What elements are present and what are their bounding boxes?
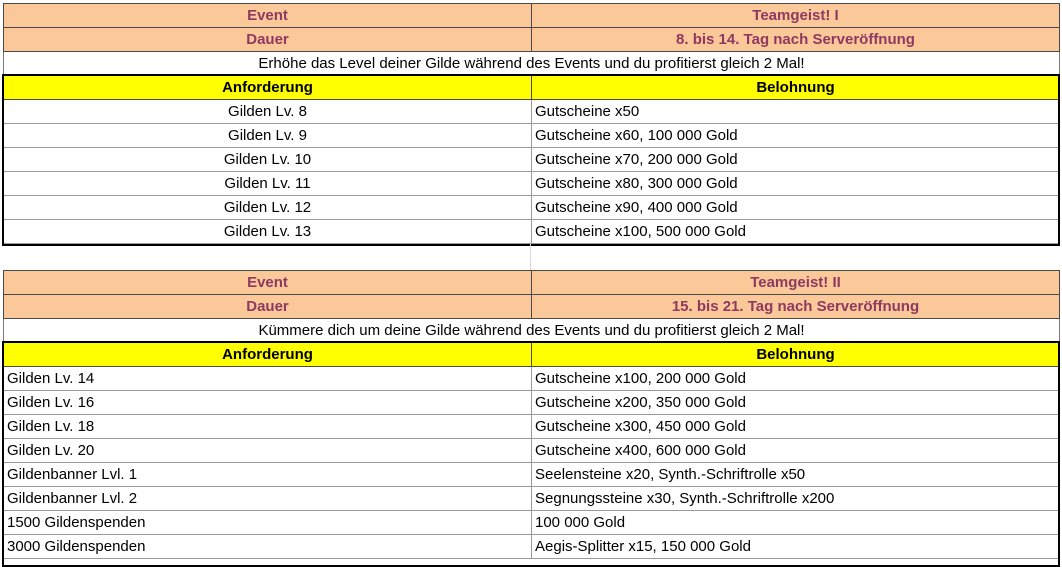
event-table-teamgeist-1 [3,3,1060,244]
requirement-cell: 1500 Gildenspenden [4,511,532,535]
table-row [4,511,1060,535]
column-header-row [4,76,1060,100]
duration-value: 8. bis 14. Tag nach Serveröffnung [532,28,1060,52]
description-row [4,52,1060,76]
requirement-header: Anforderung [4,76,532,100]
event-name: Teamgeist! I [532,4,1060,28]
requirement-header: Anforderung [4,343,532,367]
duration-value: 15. bis 21. Tag nach Serveröffnung [532,295,1060,319]
event-row [4,271,1060,295]
duration-row [4,28,1060,52]
event-name: Teamgeist! II [532,271,1060,295]
table-row [4,196,1060,220]
duration-label: Dauer [4,28,532,52]
table-row [4,148,1060,172]
table-row [4,487,1060,511]
reward-cell: Gutscheine x60, 100 000 Gold [532,124,1060,148]
reward-cell: Gutscheine x50 [532,100,1060,124]
column-header-row [4,343,1060,367]
requirement-cell: Gilden Lv. 14 [4,367,532,391]
requirement-cell: Gildenbanner Lvl. 2 [4,487,532,511]
table-row [4,124,1060,148]
requirement-cell: Gilden Lv. 11 [4,172,532,196]
table-row [4,391,1060,415]
reward-header: Belohnung [532,76,1060,100]
event-table-teamgeist-2 [3,270,1060,559]
gridline-divider [530,244,531,270]
reward-cell: Gutscheine x200, 350 000 Gold [532,391,1060,415]
table-row [4,367,1060,391]
duration-label: Dauer [4,295,532,319]
reward-cell: Gutscheine x100, 200 000 Gold [532,367,1060,391]
reward-cell: Gutscheine x90, 400 000 Gold [532,196,1060,220]
requirement-cell: Gilden Lv. 18 [4,415,532,439]
table-row [4,415,1060,439]
table-row [4,463,1060,487]
table-row [4,220,1060,244]
event-label: Event [4,4,532,28]
event-description: Erhöhe das Level deiner Gilde während des Events und du profitierst gleich 2 Mal! [4,52,1060,76]
requirement-cell: Gildenbanner Lvl. 1 [4,463,532,487]
requirement-cell: Gilden Lv. 10 [4,148,532,172]
reward-cell: Gutscheine x400, 600 000 Gold [532,439,1060,463]
requirement-cell: Gilden Lv. 13 [4,220,532,244]
requirement-cell: Gilden Lv. 20 [4,439,532,463]
requirement-cell: Gilden Lv. 16 [4,391,532,415]
description-row [4,319,1060,343]
table-row [4,439,1060,463]
table-row [4,172,1060,196]
reward-cell: Gutscheine x100, 500 000 Gold [532,220,1060,244]
reward-cell: Gutscheine x70, 200 000 Gold [532,148,1060,172]
requirement-cell: Gilden Lv. 8 [4,100,532,124]
reward-header: Belohnung [532,343,1060,367]
requirement-cell: 3000 Gildenspenden [4,535,532,559]
event-description: Kümmere dich um deine Gilde während des Events und du profitierst gleich 2 Mal! [4,319,1060,343]
table-row [4,535,1060,559]
reward-cell: 100 000 Gold [532,511,1060,535]
requirement-cell: Gilden Lv. 9 [4,124,532,148]
event-row [4,4,1060,28]
table-row [4,100,1060,124]
reward-cell: Aegis-Splitter x15, 150 000 Gold [532,535,1060,559]
requirement-cell: Gilden Lv. 12 [4,196,532,220]
reward-cell: Seelensteine x20, Synth.-Schriftrolle x50 [532,463,1060,487]
reward-cell: Gutscheine x80, 300 000 Gold [532,172,1060,196]
reward-cell: Segnungssteine x30, Synth.-Schriftrolle x200 [532,487,1060,511]
duration-row [4,295,1060,319]
reward-cell: Gutscheine x300, 450 000 Gold [532,415,1060,439]
event-label: Event [4,271,532,295]
